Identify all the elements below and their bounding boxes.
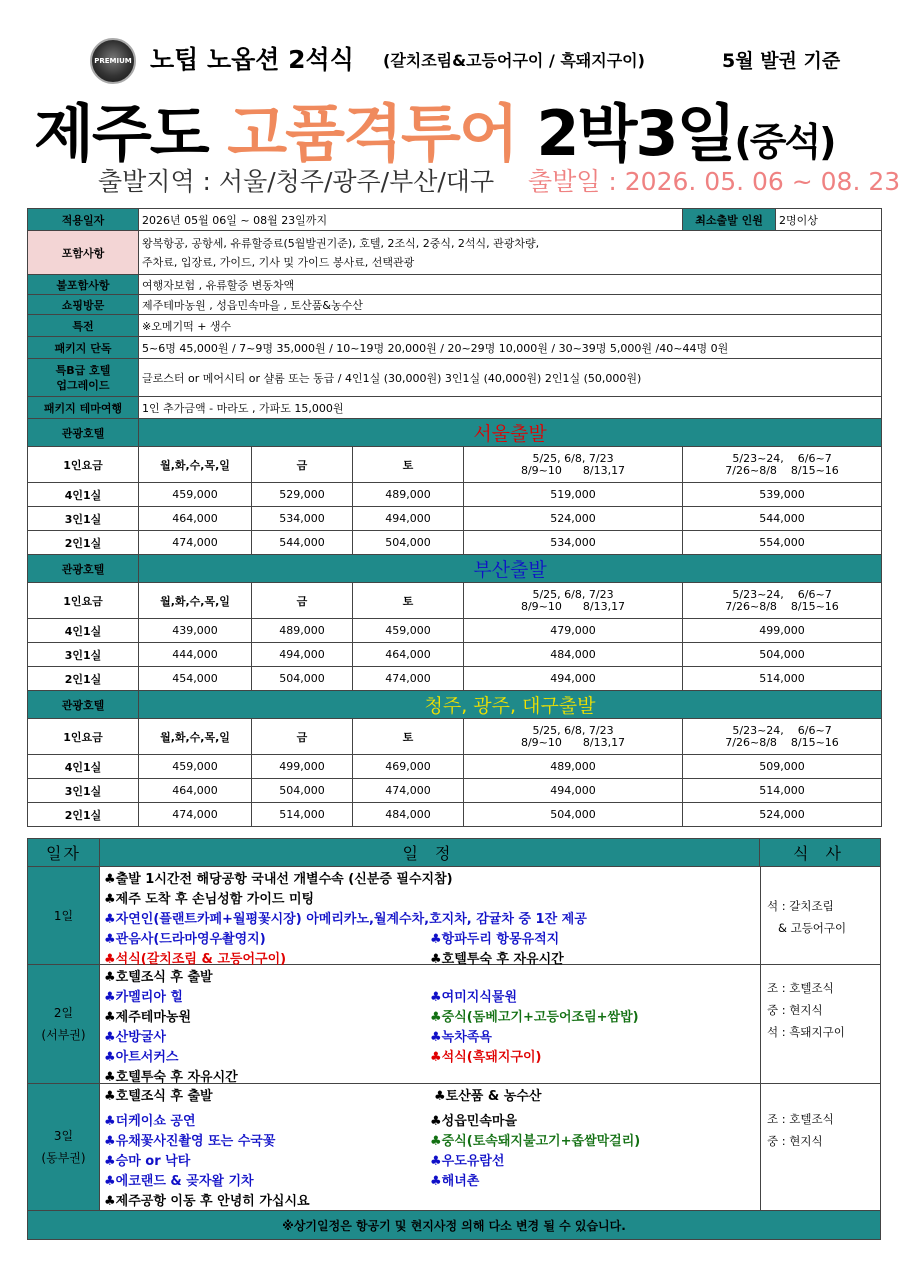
departure-date: 출발일 : 2026. 05. 06 ~ 08. 23	[528, 167, 901, 196]
price-special-1: 504,000	[464, 803, 683, 827]
per-person-label: 1인요금	[28, 719, 139, 755]
room-type: 4인1실	[28, 755, 139, 779]
price-row	[28, 643, 882, 667]
price-saturday: 489,000	[353, 483, 464, 507]
price-saturday: 484,000	[353, 803, 464, 827]
day-column-header: 일자	[28, 839, 100, 867]
itinerary-item: ♣해녀촌	[430, 1174, 480, 1189]
price-saturday: 504,000	[353, 531, 464, 555]
price-row	[28, 619, 882, 643]
day-row	[28, 867, 880, 965]
price-weekday: 459,000	[139, 755, 252, 779]
day-label: 2일 (서부권)	[28, 965, 100, 1083]
price-weekday: 439,000	[139, 619, 252, 643]
price-friday: 499,000	[252, 755, 353, 779]
excluded-value: 여행자보험 , 유류할증 변동차액	[139, 275, 882, 295]
weekday-header: 월,화,수,목,일	[139, 583, 252, 619]
friday-header: 금	[252, 719, 353, 755]
itinerary-item: ♣더케이쇼 공연	[104, 1114, 196, 1129]
itinerary-item: ♣호텔투숙 후 자유시간	[430, 952, 564, 967]
price-row	[28, 755, 882, 779]
itinerary-item: ♣호텔조식 후 출발	[104, 1089, 213, 1104]
price-weekday: 464,000	[139, 507, 252, 531]
departure-header: 청주, 광주, 대구출발	[139, 691, 882, 719]
price-row	[28, 779, 882, 803]
itinerary-item: ♣여미지식물원	[430, 990, 518, 1005]
meal-cell	[760, 867, 880, 964]
itinerary-item: ♣자연인(플랜트카페+월평꽃시장) 아메리카노,월계수차,호지차, 감귤차 중 1잔 제공	[104, 912, 587, 927]
shopping-value: 제주테마농원 , 성읍민속마을 , 토산품&농수산	[139, 295, 882, 315]
price-weekday: 454,000	[139, 667, 252, 691]
itinerary-item: ♣석식(갈치조림 & 고등어구이)	[104, 952, 287, 967]
itinerary-item: ♣호텔조식 후 출발	[104, 970, 213, 985]
page-header	[0, 0, 905, 205]
meal-line: 석 : 갈치조림	[767, 899, 834, 913]
room-type: 2인1실	[28, 667, 139, 691]
meal-line: 중 : 현지식	[767, 1134, 823, 1148]
package-value: 5~6명 45,000원 / 7~9명 35,000원 / 10~19명 20,000원 / 20~29명 10,000원 / 30~39명 5,000원 /40~44명 0원	[139, 337, 882, 359]
per-person-label: 1인요금	[28, 447, 139, 483]
departure-header: 서울출발	[139, 419, 882, 447]
meal-column-header: 식 사	[760, 839, 880, 867]
price-special-1: 479,000	[464, 619, 683, 643]
itinerary-item: ♣녹차족욕	[430, 1030, 492, 1045]
special-date-header-1: 5/25, 6/8, 7/23 8/9~10 8/13,17	[464, 583, 683, 619]
itinerary-item: ♣카멜리아 힐	[104, 990, 183, 1005]
friday-header: 금	[252, 447, 353, 483]
price-friday: 504,000	[252, 779, 353, 803]
room-type: 2인1실	[28, 531, 139, 555]
itinerary-item: ♣석식(흑돼지구이)	[430, 1050, 542, 1065]
price-row	[28, 483, 882, 507]
day-row	[28, 1084, 880, 1211]
min-people-label: 최소출발 인원	[683, 209, 776, 231]
schedule-note: ※상기일정은 항공기 및 현지사정 의해 다소 변경 될 수 있습니다.	[28, 1211, 880, 1239]
price-special-1: 519,000	[464, 483, 683, 507]
price-row	[28, 667, 882, 691]
price-special-2: 544,000	[683, 507, 882, 531]
main-title: 제주도 고품격투어 2박3일(중석)	[34, 97, 835, 170]
meal-line: 석 : 흑돼지구이	[767, 1025, 845, 1039]
price-special-2: 524,000	[683, 803, 882, 827]
included-label: 포함사항	[28, 231, 139, 275]
info-price-table	[27, 208, 882, 827]
room-type: 3인1실	[28, 643, 139, 667]
itinerary-item: ♣관음사(드라마영우촬영지)	[104, 932, 266, 947]
itinerary-item: ♣산방굴사	[104, 1030, 166, 1045]
price-weekday: 474,000	[139, 531, 252, 555]
itinerary-item: ♣유채꽃사진촬영 또는 수국꽃	[104, 1134, 276, 1149]
itinerary-item: ♣항파두리 항몽유적지	[430, 932, 560, 947]
itinerary-item: ♣제주공항 이동 후 안녕히 가십시요	[104, 1194, 310, 1209]
day-label: 1일	[28, 867, 100, 964]
itinerary-item: ♣승마 or 낙타	[104, 1154, 191, 1169]
meal-line: & 고등어구이	[767, 921, 847, 935]
price-saturday: 469,000	[353, 755, 464, 779]
price-weekday: 474,000	[139, 803, 252, 827]
subtitle: 노팁 노옵션 2석식	[150, 45, 354, 74]
price-special-2: 514,000	[683, 667, 882, 691]
itinerary-item: ♣중식(돔베고기+고등어조림+쌈밥)	[430, 1010, 639, 1025]
price-saturday: 494,000	[353, 507, 464, 531]
weekday-header: 월,화,수,목,일	[139, 719, 252, 755]
per-person-label: 1인요금	[28, 583, 139, 619]
itinerary-item: ♣출발 1시간전 해당공항 국내선 개별수속 (신분증 필수지참)	[104, 872, 453, 887]
itinerary-item: ♣성읍민속마을	[430, 1114, 518, 1129]
price-special-2: 499,000	[683, 619, 882, 643]
price-friday: 544,000	[252, 531, 353, 555]
min-people-value: 2명이상	[776, 209, 882, 231]
special-value: ※오메기떡 + 생수	[139, 315, 882, 337]
itinerary-item: ♣토산품 & 농수산	[434, 1089, 542, 1104]
price-special-1: 494,000	[464, 779, 683, 803]
itinerary-item: ♣제주테마농원	[104, 1010, 192, 1025]
price-sections	[28, 419, 882, 827]
weekday-header: 월,화,수,목,일	[139, 447, 252, 483]
price-saturday: 464,000	[353, 643, 464, 667]
price-special-2: 504,000	[683, 643, 882, 667]
price-friday: 529,000	[252, 483, 353, 507]
meal-cell	[760, 1084, 880, 1210]
premium-logo: PREMIUM	[90, 38, 136, 84]
excluded-label: 불포함사항	[28, 275, 139, 295]
meal-cell	[760, 965, 880, 1083]
price-friday: 534,000	[252, 507, 353, 531]
issue-basis: 5월 발권 기준	[722, 50, 841, 72]
special-label: 특전	[28, 315, 139, 337]
itinerary-item: ♣에코랜드 & 곶자왈 기차	[104, 1174, 254, 1189]
friday-header: 금	[252, 583, 353, 619]
itinerary-item: ♣중식(토속돼지불고기+좁쌀막걸리)	[430, 1134, 641, 1149]
departure-header: 부산출발	[139, 555, 882, 583]
subtitle-paren: (갈치조림&고등어구이 / 흑돼지구이)	[383, 51, 645, 70]
special-date-header-2: 5/23~24, 6/6~7 7/26~8/8 8/15~16	[683, 719, 882, 755]
itinerary-item: ♣제주 도착 후 손님성함 가이드 미팅	[104, 892, 315, 907]
price-row	[28, 531, 882, 555]
price-special-2: 509,000	[683, 755, 882, 779]
room-type: 3인1실	[28, 507, 139, 531]
price-special-2: 539,000	[683, 483, 882, 507]
price-saturday: 474,000	[353, 779, 464, 803]
apply-date-label: 적용일자	[28, 209, 139, 231]
theme-value: 1인 추가금액 - 마라도 , 가파도 15,000원	[139, 397, 882, 419]
hotel-label: 관광호텔	[28, 555, 139, 583]
price-weekday: 464,000	[139, 779, 252, 803]
price-special-1: 489,000	[464, 755, 683, 779]
special-date-header-1: 5/25, 6/8, 7/23 8/9~10 8/13,17	[464, 447, 683, 483]
saturday-header: 토	[353, 447, 464, 483]
meal-line: 조 : 호텔조식	[767, 1112, 834, 1126]
room-type: 4인1실	[28, 483, 139, 507]
price-saturday: 474,000	[353, 667, 464, 691]
special-date-header-1: 5/25, 6/8, 7/23 8/9~10 8/13,17	[464, 719, 683, 755]
price-special-2: 554,000	[683, 531, 882, 555]
package-label: 패키지 단독	[28, 337, 139, 359]
price-special-1: 494,000	[464, 667, 683, 691]
room-type: 3인1실	[28, 779, 139, 803]
saturday-header: 토	[353, 583, 464, 619]
meal-line: 조 : 호텔조식	[767, 981, 834, 995]
price-weekday: 459,000	[139, 483, 252, 507]
price-special-2: 514,000	[683, 779, 882, 803]
day-label: 3일 (동부권)	[28, 1084, 100, 1210]
price-friday: 489,000	[252, 619, 353, 643]
itinerary-item: ♣아트서커스	[104, 1050, 179, 1065]
itinerary-item: ♣호텔투숙 후 자유시간	[104, 1070, 238, 1085]
price-special-1: 524,000	[464, 507, 683, 531]
saturday-header: 토	[353, 719, 464, 755]
departure-region: 출발지역 : 서울/청주/광주/부산/대구	[98, 167, 495, 196]
price-special-1: 484,000	[464, 643, 683, 667]
meal-line: 중 : 현지식	[767, 1003, 823, 1017]
day-row	[28, 965, 880, 1084]
special-date-header-2: 5/23~24, 6/6~7 7/26~8/8 8/15~16	[683, 583, 882, 619]
shopping-label: 쇼핑방문	[28, 295, 139, 315]
itinerary-column-header: 일 정	[100, 839, 760, 867]
price-saturday: 459,000	[353, 619, 464, 643]
price-weekday: 444,000	[139, 643, 252, 667]
price-friday: 494,000	[252, 643, 353, 667]
upgrade-value: 글로스터 or 메어시티 or 샬롬 또는 동급 / 4인1실 (30,000원) 3인1실 (40,000원) 2인1실 (50,000원)	[139, 359, 882, 397]
room-type: 4인1실	[28, 619, 139, 643]
upgrade-label: 특B급 호텔 업그레이드	[28, 359, 139, 397]
apply-date-value: 2026년 05월 06일 ~ 08월 23일까지	[139, 209, 683, 231]
price-row	[28, 803, 882, 827]
schedule-table	[27, 838, 881, 1240]
price-friday: 514,000	[252, 803, 353, 827]
hotel-label: 관광호텔	[28, 691, 139, 719]
special-date-header-2: 5/23~24, 6/6~7 7/26~8/8 8/15~16	[683, 447, 882, 483]
theme-label: 패키지 테마여행	[28, 397, 139, 419]
included-value: 왕복항공, 공항세, 유류할증료(5월발권기준), 호텔, 2조식, 2중식, 2석식, 관광차량, 주차료, 입장료, 가이드, 기사 및 가이드 봉사료, 선택관광	[139, 231, 882, 275]
itinerary-item: ♣우도유람선	[430, 1154, 505, 1169]
price-special-1: 534,000	[464, 531, 683, 555]
price-row	[28, 507, 882, 531]
price-friday: 504,000	[252, 667, 353, 691]
room-type: 2인1실	[28, 803, 139, 827]
hotel-label: 관광호텔	[28, 419, 139, 447]
